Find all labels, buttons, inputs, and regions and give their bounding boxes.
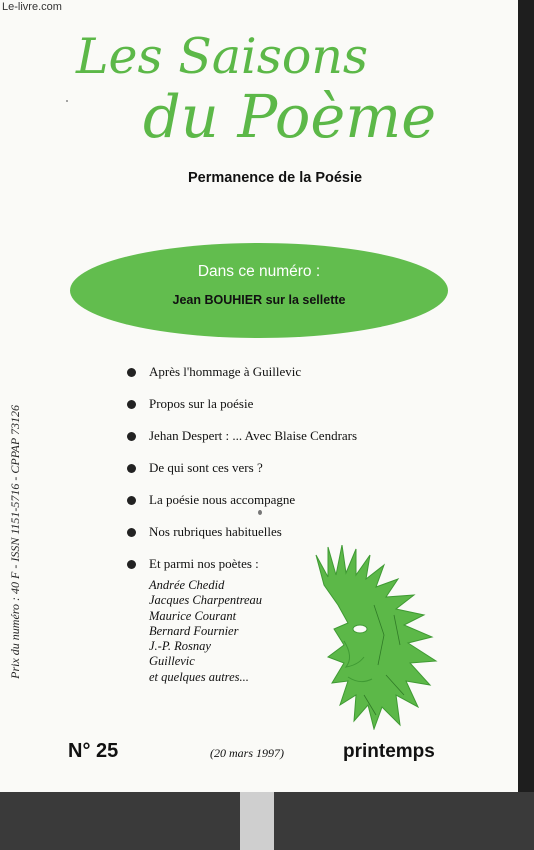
spine-text-block xyxy=(2,405,24,765)
poet-name: Maurice Courant xyxy=(149,608,237,623)
poet-name: J.-P. Rosnay xyxy=(149,639,211,654)
highlight-oval xyxy=(70,243,448,338)
poet-name: Bernard Fournier xyxy=(149,623,239,638)
list-item-label: Jehan Despert : ... Avec Blaise Cendrars xyxy=(149,428,358,443)
bullet-icon xyxy=(127,496,136,505)
bullet-icon xyxy=(127,464,136,473)
highlight-heading: Dans ce numéro : xyxy=(197,263,321,280)
issue-season: printemps xyxy=(343,741,435,762)
spine-text: Prix du numéro : 40 F - ISSN 1151-5716 - CPPAP 73126 xyxy=(8,405,22,679)
bullet-icon xyxy=(127,528,136,537)
background-highlight xyxy=(240,792,274,850)
page-edge-shadow xyxy=(518,0,534,792)
poet-name: Andrée Chedid xyxy=(149,578,225,592)
bullet-icon xyxy=(127,560,136,569)
list-item-label: Nos rubriques habituelles xyxy=(149,524,282,539)
speck xyxy=(258,510,262,515)
journal-subtitle: Permanence de la Poésie xyxy=(188,170,363,186)
issue-number: N° 25 xyxy=(68,740,119,762)
list-item-label: Et parmi nos poètes : xyxy=(149,556,259,571)
highlight-feature: Jean BOUHIER sur la sellette xyxy=(172,293,346,307)
poet-name: Guillevic xyxy=(149,654,195,669)
list-item-label: Après l'hommage à Guillevic xyxy=(149,364,302,379)
speck xyxy=(66,100,68,102)
poet-name: Jacques Charpentreau xyxy=(149,593,263,608)
list-item-label: De qui sont ces vers ? xyxy=(149,460,263,475)
watermark: Le-livre.com xyxy=(2,1,62,13)
bullet-icon xyxy=(127,368,136,377)
poet-name: et quelques autres... xyxy=(149,669,249,684)
issue-date: (20 mars 1997) xyxy=(210,746,284,760)
journal-title-line2: du Poème xyxy=(143,82,437,151)
poets-list xyxy=(149,578,262,685)
journal-title-line1: Les Saisons xyxy=(76,28,369,85)
bullet-icon xyxy=(127,432,136,441)
list-item-label: La poésie nous accompagne xyxy=(149,492,296,507)
bullet-icon xyxy=(127,400,136,409)
leafy-face-illustration-icon xyxy=(314,545,444,730)
list-item-label: Propos sur la poésie xyxy=(149,396,254,411)
